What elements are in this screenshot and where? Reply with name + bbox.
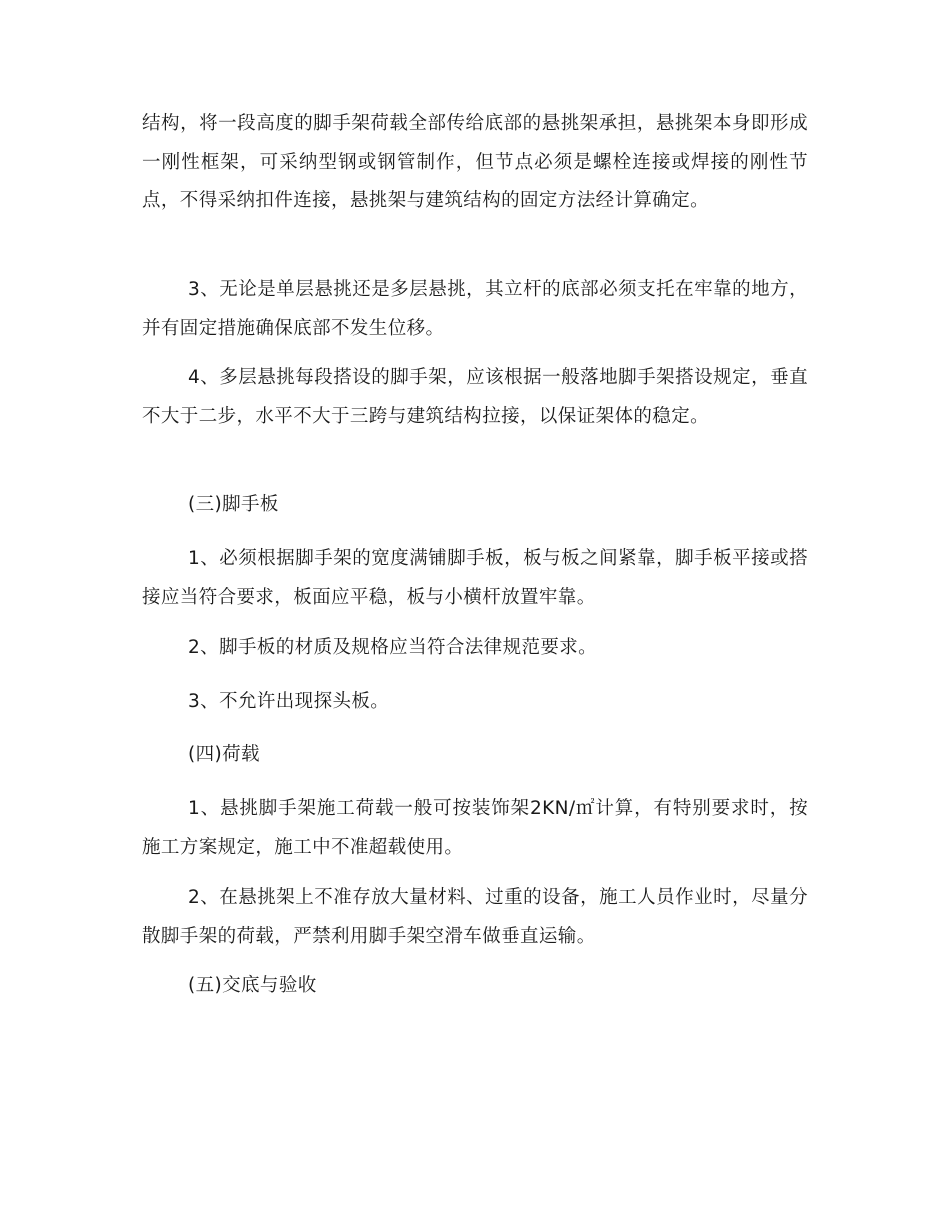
- paragraph-cantilever-structure: 结构，将一段高度的脚手架荷载全部传给底部的悬挑架承担，悬挑架本身即形成一刚性框架，可采纳型钢或钢管制作，但节点必须是螺栓连接或焊接的刚性节点，不得采纳扣件连接，悬挑架与建筑结构的固定方法经计算确定。: [142, 113, 808, 211]
- section-heading-load: (四)荷载: [188, 744, 260, 765]
- paragraph-item-3-support: 3、无论是单层悬挑还是多层悬挑，其立杆的底部必须支托在牢靠的地方，并有固定措施确保底部不发生位移。: [142, 279, 808, 339]
- paragraph-board-item-3: 3、不允许出现探头板。: [188, 691, 390, 712]
- paragraph-item-4-tie: 4、多层悬挑每段搭设的脚手架，应该根据一般落地脚手架搭设规定，垂直不大于二步，水平不大于三跨与建筑结构拉接，以保证架体的稳定。: [142, 367, 808, 427]
- paragraph-load-item-2: 2、在悬挑架上不准存放大量材料、过重的设备，施工人员作业时，尽量分散脚手架的荷载，严禁利用脚手架空滑车做垂直运输。: [142, 887, 808, 947]
- paragraph-load-item-1: 1、悬挑脚手架施工荷载一般可按装饰架2KN/㎡计算，有特别要求时，按施工方案规定，施工中不准超载使用。: [142, 798, 808, 858]
- paragraph-board-item-2: 2、脚手板的材质及规格应当符合法律规范要求。: [188, 637, 598, 658]
- section-heading-briefing-acceptance: (五)交底与验收: [188, 975, 317, 996]
- section-heading-scaffold-board: (三)脚手板: [188, 494, 279, 515]
- paragraph-board-item-1: 1、必须根据脚手架的宽度满铺脚手板，板与板之间紧靠，脚手板平接或搭接应当符合要求，板面应平稳，板与小横杆放置牢靠。: [142, 548, 808, 608]
